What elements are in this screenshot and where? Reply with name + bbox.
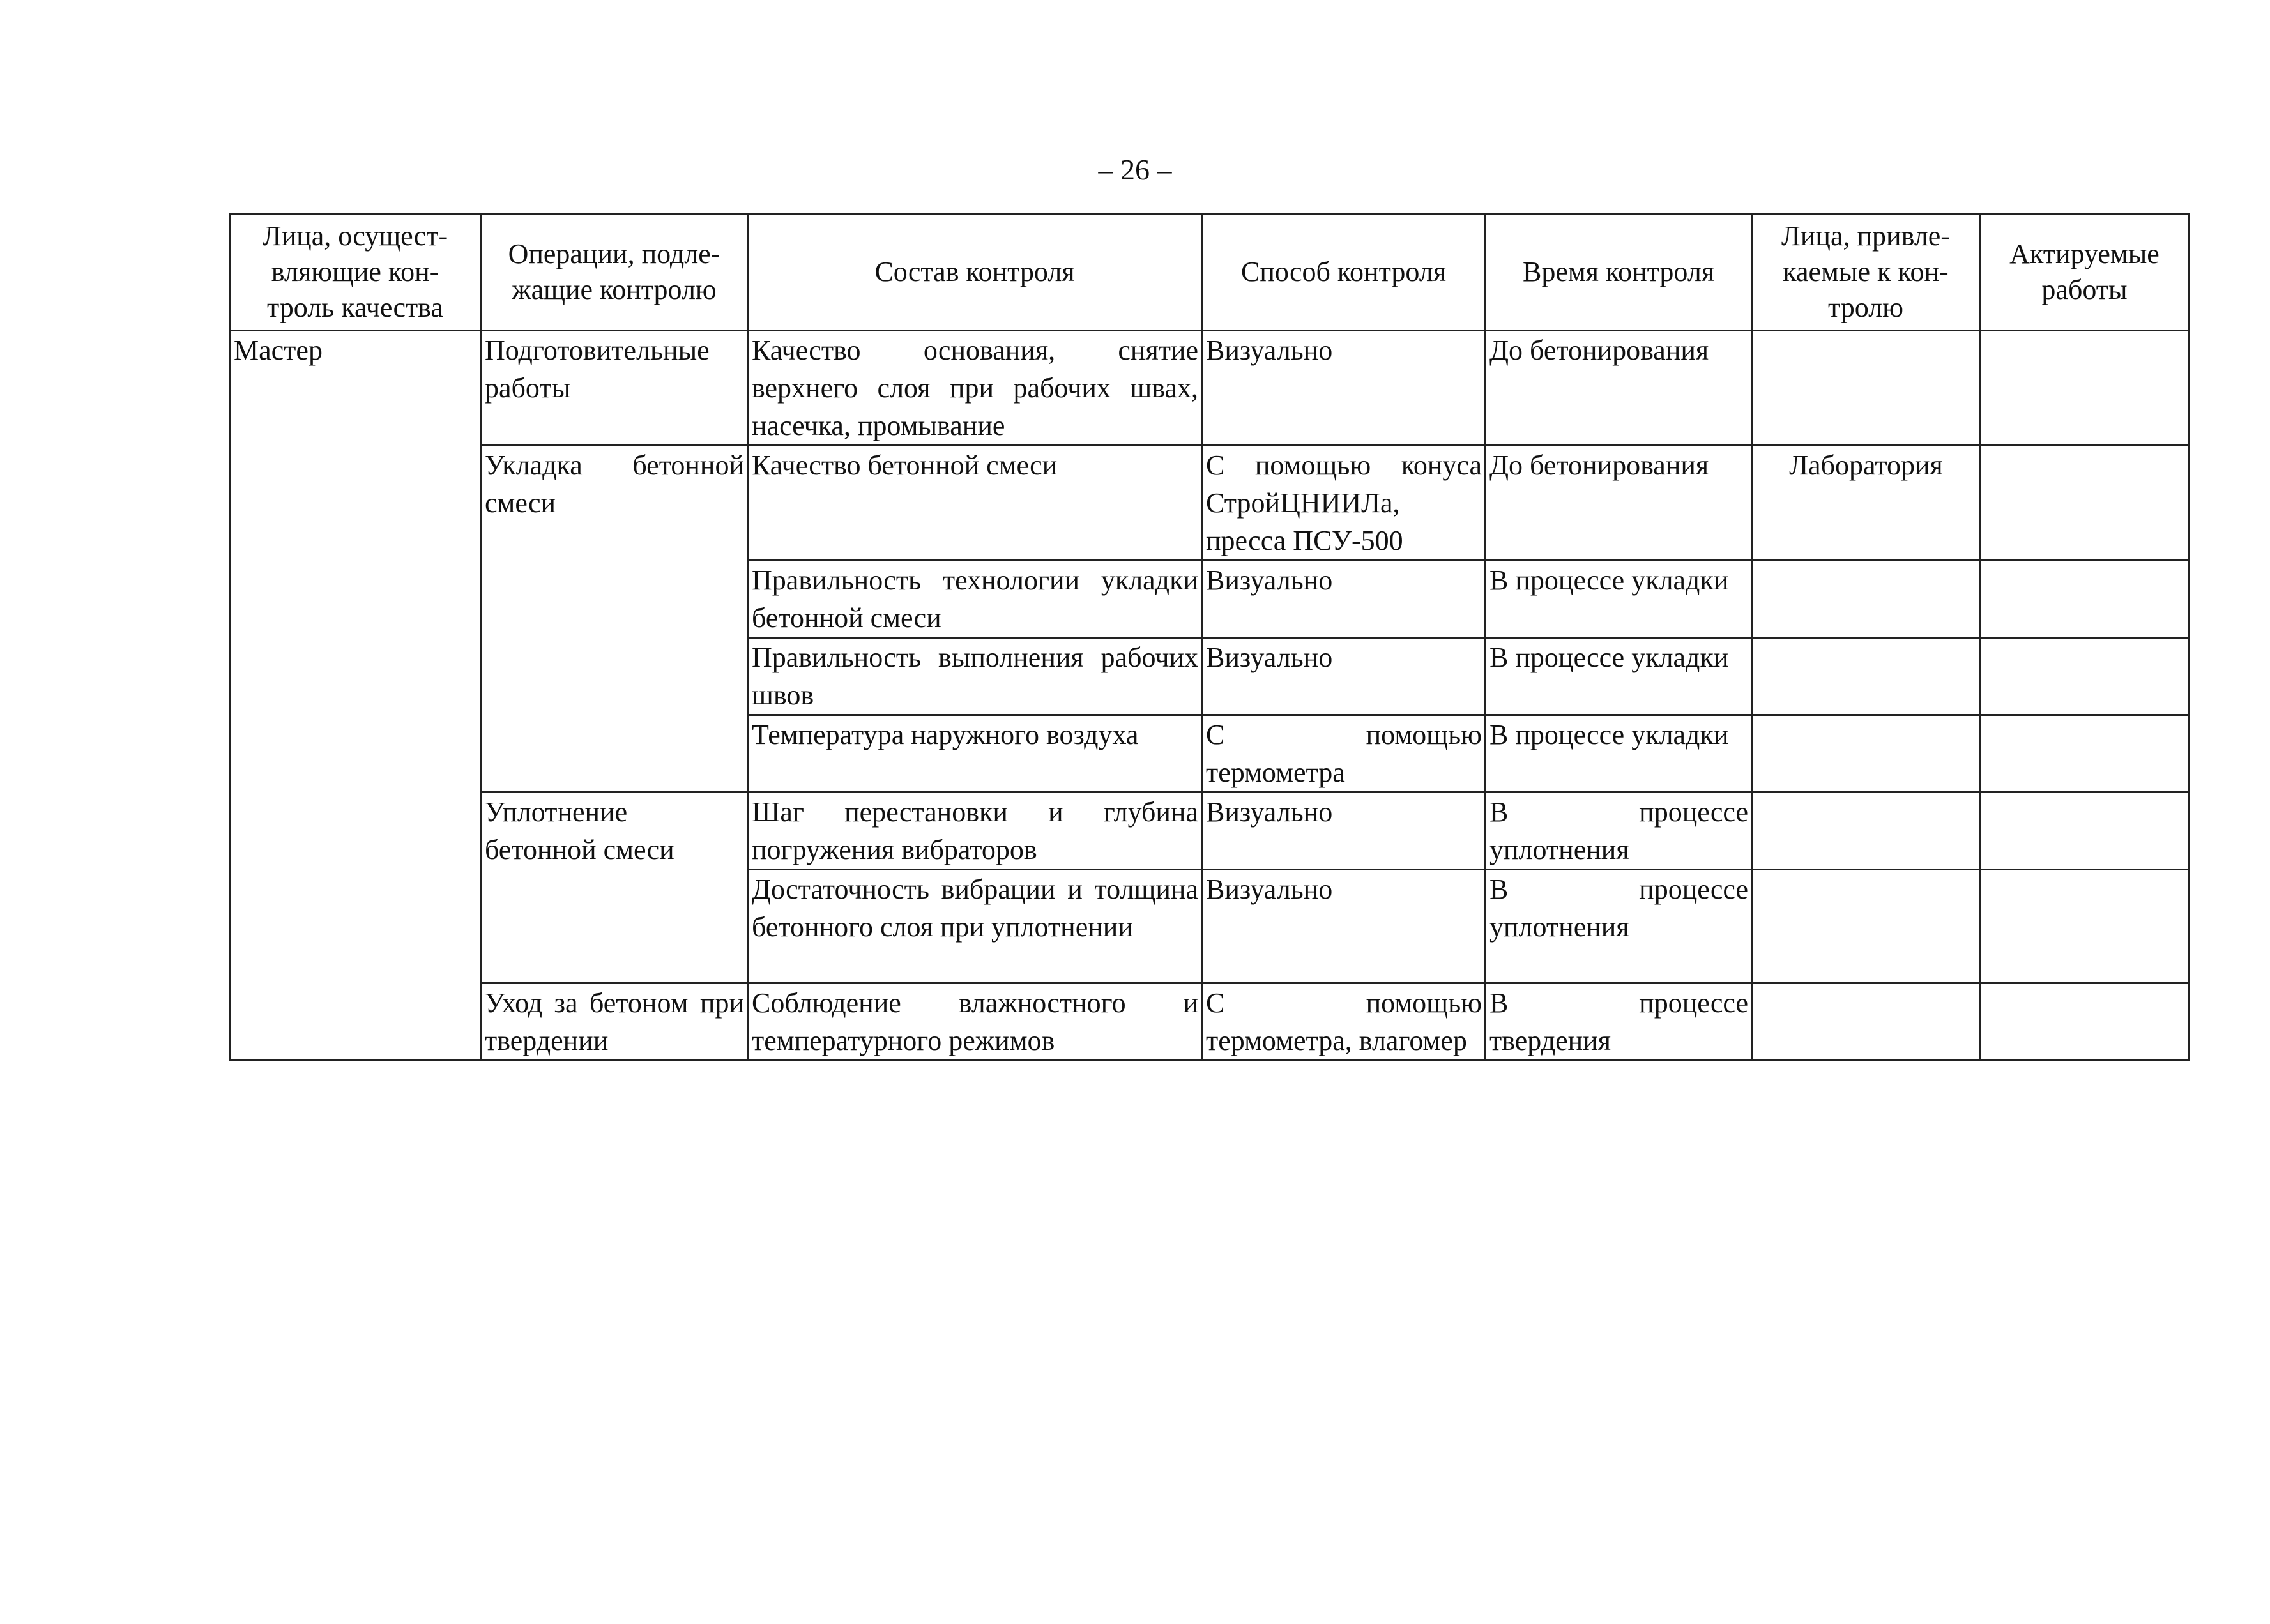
time-cell: В процессе уплотнения [1486,870,1752,983]
acted-cell [1980,331,2190,446]
method-cell: С помощью термометра, влагомер [1202,983,1486,1061]
involved-cell [1752,638,1980,715]
involved-cell [1752,870,1980,983]
composition-cell: Качество основания, снятие верхнего слоя при рабочих швах, насечка, промывание [748,331,1202,446]
header-operations: Операции, подле- жащие контролю [481,214,748,331]
acted-cell [1980,446,2190,561]
time-cell: В процессе укладки [1486,561,1752,638]
composition-cell: Шаг перестановки и глубина погружения вибраторов [748,793,1202,870]
composition-cell: Температура наружного воздуха [748,715,1202,793]
operation-cell: Уход за бетоном при твердении [481,983,748,1061]
table-header-row [230,214,2190,331]
involved-cell [1752,331,1980,446]
involved-cell [1752,715,1980,793]
table-row [230,983,2190,1061]
method-cell: Визуально [1202,561,1486,638]
quality-control-table [229,213,2190,1061]
acted-cell [1980,715,2190,793]
operation-cell: Уплотнение бетонной смеси [481,793,748,983]
method-cell: Визуально [1202,331,1486,446]
header-time: Время контроля [1486,214,1752,331]
table-row [230,793,2190,870]
method-cell: С помощью термометра [1202,715,1486,793]
header-involved: Лица, привле- каемые к кон- тролю [1752,214,1980,331]
composition-cell: Правильность технологии укладки бетонной смеси [748,561,1202,638]
page-number: – 26 – [1098,153,1172,186]
header-method: Способ контроля [1202,214,1486,331]
table-row [230,331,2190,446]
operation-cell: Укладка бетонной смеси [481,446,748,793]
time-cell: В процессе уплотнения [1486,793,1752,870]
method-cell: С помощью конуса СтройЦНИИЛа, пресса ПСУ-500 [1202,446,1486,561]
time-cell: В процессе укладки [1486,638,1752,715]
method-cell: Визуально [1202,870,1486,983]
time-cell: До бетонирования [1486,331,1752,446]
composition-cell: Достаточность вибрации и толщина бетонного слоя при уплотнении [748,870,1202,983]
time-cell: До бетонирования [1486,446,1752,561]
involved-cell [1752,983,1980,1061]
acted-cell [1980,561,2190,638]
involved-cell [1752,793,1980,870]
method-cell: Визуально [1202,793,1486,870]
composition-cell: Правильность выполнения рабочих швов [748,638,1202,715]
involved-cell [1752,561,1980,638]
header-composition: Состав контроля [748,214,1202,331]
acted-cell [1980,983,2190,1061]
method-cell: Визуально [1202,638,1486,715]
header-controllers: Лица, осущест- вляющие кон- троль качества [230,214,481,331]
involved-cell: Лаборатория [1752,446,1980,561]
table-row [230,446,2190,561]
composition-cell: Соблюдение влажностного и температурного режимов [748,983,1202,1061]
acted-cell [1980,638,2190,715]
controller-cell: Мастер [230,331,481,1061]
header-acted-works: Актируемые работы [1980,214,2190,331]
time-cell: В процессе укладки [1486,715,1752,793]
acted-cell [1980,793,2190,870]
composition-cell: Качество бетонной смеси [748,446,1202,561]
time-cell: В процессе твердения [1486,983,1752,1061]
operation-cell: Подготовительные работы [481,331,748,446]
acted-cell [1980,870,2190,983]
